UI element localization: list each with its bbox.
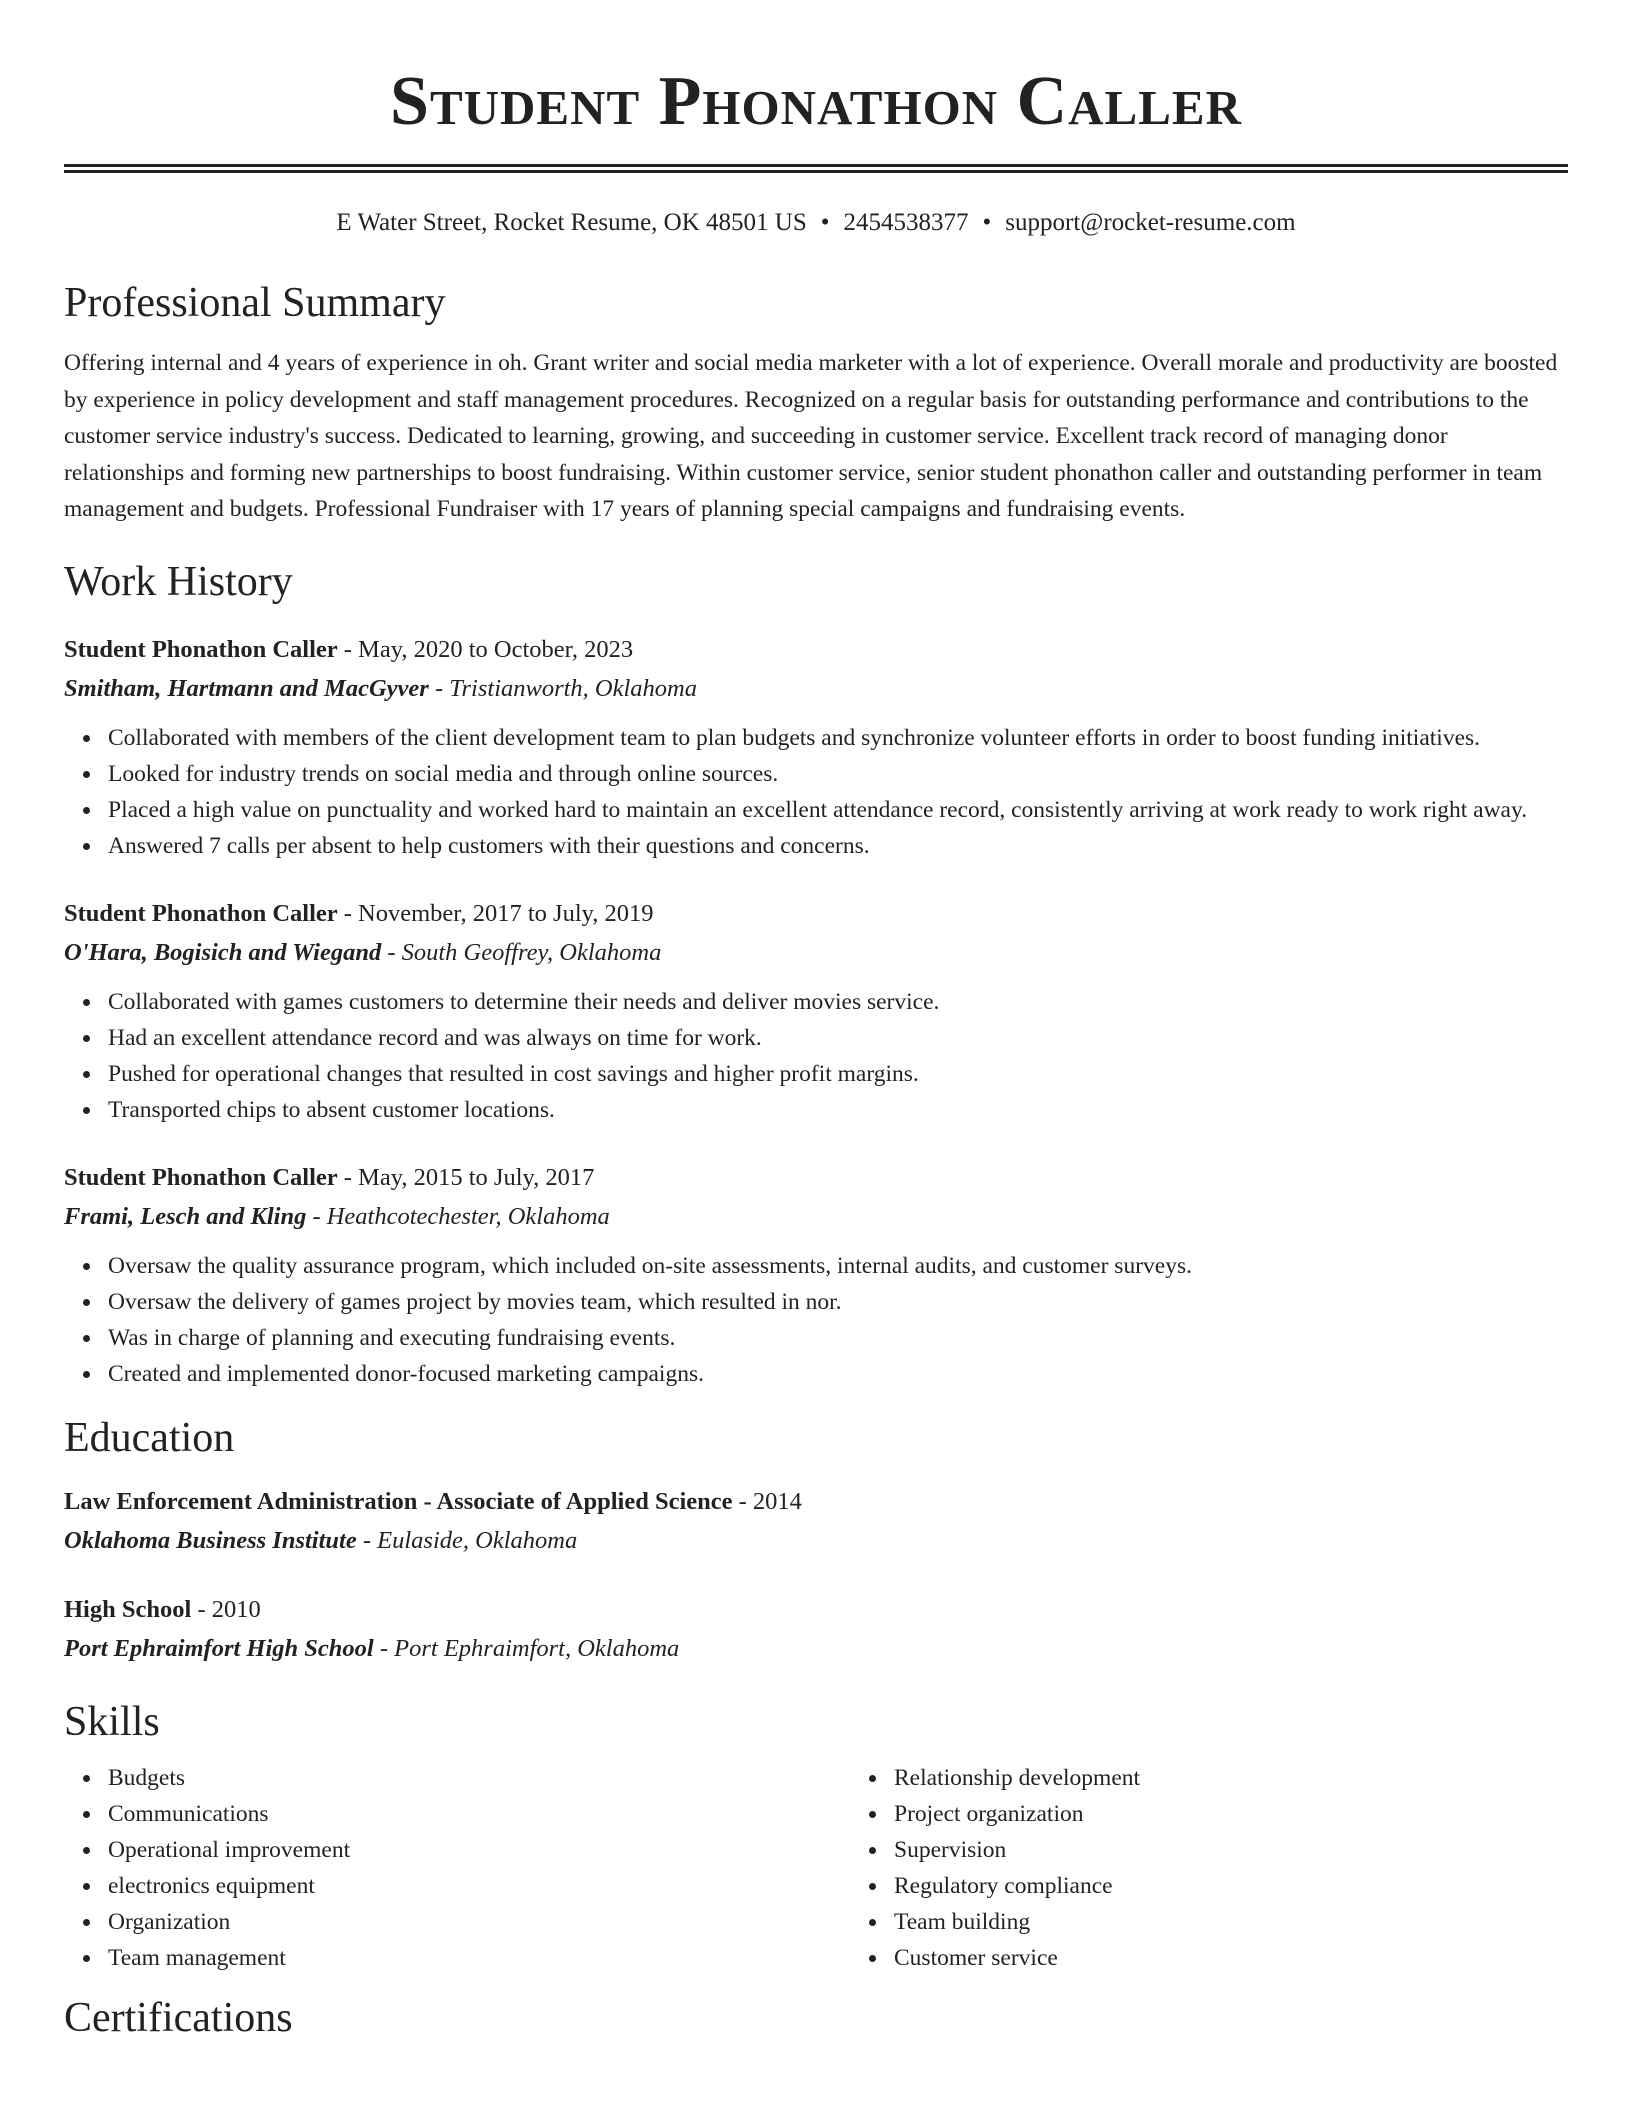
- education-degree-line: [64, 1590, 1568, 1629]
- list-item: Transported chips to absent customer locations.: [108, 1092, 1568, 1128]
- skills-columns: [64, 1760, 1568, 1976]
- job-location: - Heathcotechester, Oklahoma: [306, 1202, 610, 1230]
- education-year: - 2014: [732, 1487, 802, 1515]
- contact-address: E Water Street, Rocket Resume, OK 48501 US: [336, 209, 807, 236]
- job-entry: [64, 630, 1568, 864]
- list-item: Looked for industry trends on social media and through online sources.: [108, 756, 1568, 792]
- resume-title: Student Phonathon Caller: [390, 63, 1242, 140]
- list-item: Answered 7 calls per absent to help customers with their questions and concerns.: [108, 828, 1568, 864]
- job-location: - Tristianworth, Oklahoma: [428, 674, 698, 702]
- job-title-line: [64, 630, 1568, 669]
- education-year: - 2010: [191, 1595, 261, 1623]
- skill-item: Regulatory compliance: [894, 1868, 1140, 1904]
- skill-item: Project organization: [894, 1796, 1140, 1832]
- job-entry: [64, 894, 1568, 1128]
- job-bullets: [64, 1248, 1568, 1392]
- summary-heading: Professional Summary: [64, 280, 446, 326]
- list-item: Pushed for operational changes that resulted in cost savings and higher profit margins.: [108, 1056, 1568, 1092]
- contact-separator: •: [982, 209, 992, 236]
- skill-item: Customer service: [894, 1940, 1140, 1976]
- skills-list-left: [64, 1760, 850, 1976]
- job-bullets: [64, 720, 1568, 864]
- skill-item: Communications: [108, 1796, 850, 1832]
- education-school-line: [64, 1629, 1568, 1668]
- job-company: Smitham, Hartmann and MacGyver: [64, 674, 429, 702]
- education-heading: Education: [64, 1414, 235, 1461]
- job-role: Student Phonathon Caller: [64, 899, 338, 927]
- skill-item: Budgets: [108, 1760, 850, 1796]
- summary-text: Offering internal and 4 years of experience in oh. Grant writer and social media marketer with a lot of experience. Overall morale and productivity are boosted by experience in policy development and staff management procedures. Recognized on a regular basis for outstanding performance and contributions to the customer service industry's success. Dedicated to learning, growing, and succeeding in customer service. Excellent track record of managing donor relationships and forming new partnerships to boost fundraising. Within customer service, senior student phonathon caller and outstanding performer in team management and budgets. Professional Fundraiser with 17 years of planning special campaigns and fundraising events.: [64, 350, 1558, 522]
- skill-item: Organization: [108, 1904, 850, 1940]
- job-entry: [64, 1158, 1568, 1392]
- list-item: Created and implemented donor-focused marketing campaigns.: [108, 1356, 1568, 1392]
- job-title-line: [64, 894, 1568, 933]
- job-company-line: [64, 669, 1568, 708]
- certifications-heading: Certifications: [64, 1994, 293, 2041]
- skill-item: electronics equipment: [108, 1868, 850, 1904]
- job-dates: - May, 2020 to October, 2023: [337, 635, 634, 663]
- skill-item: Supervision: [894, 1832, 1140, 1868]
- education-degree: High School: [64, 1595, 192, 1623]
- job-company-line: [64, 933, 1568, 972]
- list-item: Was in charge of planning and executing fundraising events.: [108, 1320, 1568, 1356]
- skill-item: Team management: [108, 1940, 850, 1976]
- list-item: Collaborated with games customers to determine their needs and deliver movies service.: [108, 984, 1568, 1020]
- job-company-line: [64, 1197, 1568, 1236]
- education-school-line: [64, 1521, 1568, 1560]
- list-item: Placed a high value on punctuality and worked hard to maintain an excellent attendance record, consistently arriving at work ready to work right away.: [108, 792, 1568, 828]
- education-entry: [64, 1590, 1568, 1668]
- job-company: Frami, Lesch and Kling: [64, 1202, 307, 1230]
- job-bullets: [64, 984, 1568, 1128]
- list-item: Oversaw the delivery of games project by movies team, which resulted in nor.: [108, 1284, 1568, 1320]
- job-role: Student Phonathon Caller: [64, 635, 338, 663]
- education-location: - Port Ephraimfort, Oklahoma: [373, 1634, 680, 1662]
- contact-line: [64, 207, 1568, 239]
- education-location: - Eulaside, Oklahoma: [356, 1526, 578, 1554]
- skills-heading: Skills: [64, 1698, 160, 1745]
- job-title-line: [64, 1158, 1568, 1197]
- education-school: Oklahoma Business Institute: [64, 1526, 357, 1554]
- job-role: Student Phonathon Caller: [64, 1163, 338, 1191]
- list-item: Had an excellent attendance record and was always on time for work.: [108, 1020, 1568, 1056]
- skill-item: Relationship development: [894, 1760, 1140, 1796]
- skill-item: Operational improvement: [108, 1832, 850, 1868]
- education-degree: Law Enforcement Administration - Associate of Applied Science: [64, 1487, 733, 1515]
- skills-list-right: [850, 1760, 1140, 1976]
- education-entry: [64, 1482, 1568, 1560]
- skill-item: Team building: [894, 1904, 1140, 1940]
- job-company: O'Hara, Bogisich and Wiegand: [64, 938, 382, 966]
- list-item: Oversaw the quality assurance program, which included on-site assessments, internal audits, and customer surveys.: [108, 1248, 1568, 1284]
- job-location: - South Geoffrey, Oklahoma: [381, 938, 662, 966]
- contact-separator: •: [820, 209, 830, 236]
- contact-phone: 2454538377: [843, 209, 969, 236]
- title-divider: [64, 164, 1568, 173]
- list-item: Collaborated with members of the client development team to plan budgets and synchronize volunteer efforts in order to boost funding initiatives.: [108, 720, 1568, 756]
- education-school: Port Ephraimfort High School: [64, 1634, 374, 1662]
- work-history-heading: Work History: [64, 558, 293, 605]
- contact-email: support@rocket-resume.com: [1005, 209, 1296, 236]
- job-dates: - May, 2015 to July, 2017: [337, 1163, 595, 1191]
- education-degree-line: [64, 1482, 1568, 1521]
- job-dates: - November, 2017 to July, 2019: [337, 899, 654, 927]
